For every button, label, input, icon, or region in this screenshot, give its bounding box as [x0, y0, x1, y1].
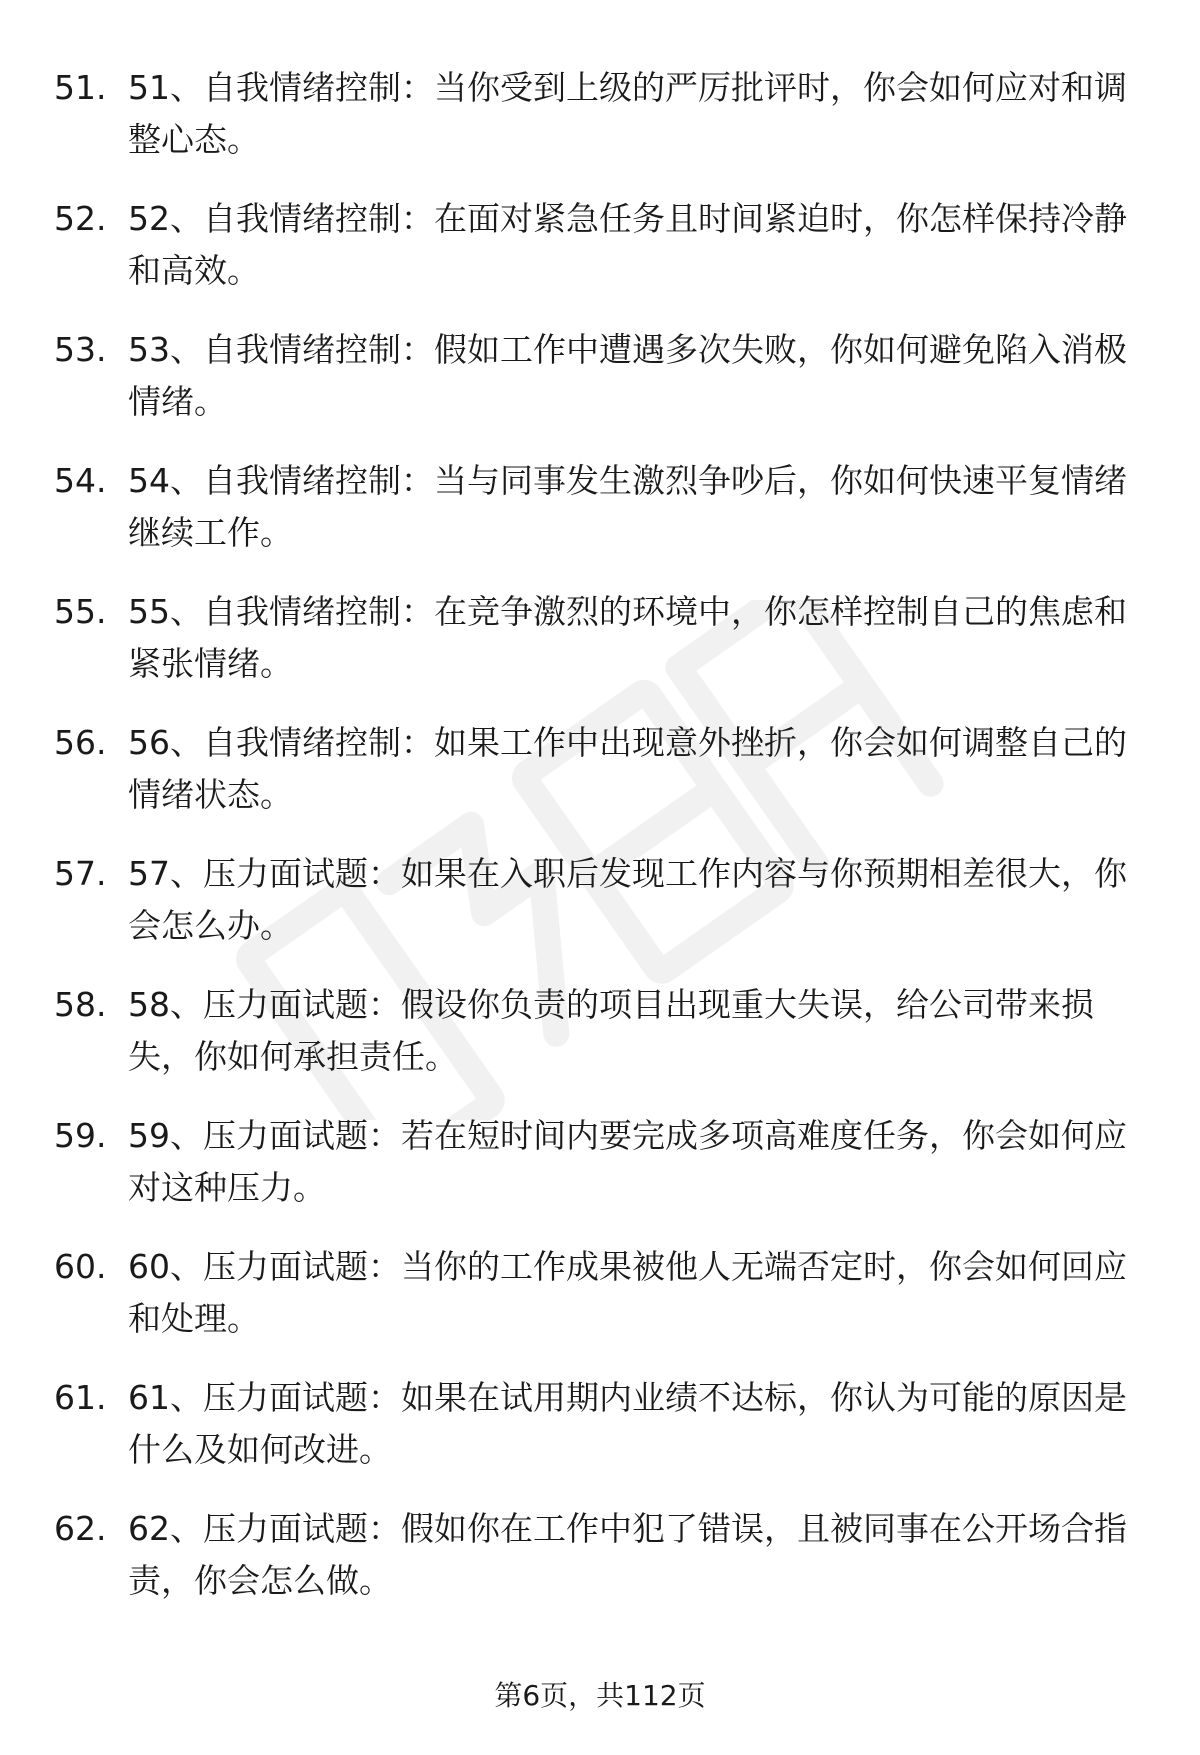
question-number: 60.	[54, 1247, 107, 1286]
question-item	[0, 193, 1200, 324]
question-number: 56.	[54, 723, 107, 762]
question-text: 54、自我情绪控制：当与同事发生激烈争吵后，你如何快速平复情绪继续工作。	[128, 461, 1127, 552]
question-list	[0, 62, 1200, 1634]
question-item	[0, 1503, 1200, 1634]
question-item	[0, 979, 1200, 1110]
question-text: 59、压力面试题：若在短时间内要完成多项高难度任务，你会如何应对这种压力。	[128, 1116, 1127, 1207]
question-item	[0, 455, 1200, 586]
question-text: 52、自我情绪控制：在面对紧急任务且时间紧迫时，你怎样保持冷静和高效。	[128, 199, 1127, 290]
question-number: 53.	[54, 330, 107, 369]
question-number: 61.	[54, 1378, 107, 1417]
question-item	[0, 1241, 1200, 1372]
question-number: 55.	[54, 592, 107, 631]
question-item	[0, 1110, 1200, 1241]
question-text: 62、压力面试题：假如你在工作中犯了错误，且被同事在公开场合指责，你会怎么做。	[128, 1509, 1127, 1600]
question-text: 61、压力面试题：如果在试用期内业绩不达标，你认为可能的原因是什么及如何改进。	[128, 1378, 1127, 1469]
question-number: 58.	[54, 985, 107, 1024]
question-text: 56、自我情绪控制：如果工作中出现意外挫折，你会如何调整自己的情绪状态。	[128, 723, 1127, 814]
question-number: 62.	[54, 1509, 107, 1548]
question-text: 51、自我情绪控制：当你受到上级的严厉批评时，你会如何应对和调整心态。	[128, 68, 1127, 159]
question-text: 60、压力面试题：当你的工作成果被他人无端否定时，你会如何回应和处理。	[128, 1247, 1127, 1338]
question-number: 57.	[54, 854, 107, 893]
question-number: 59.	[54, 1116, 107, 1155]
question-item	[0, 586, 1200, 717]
question-text: 53、自我情绪控制：假如工作中遭遇多次失败，你如何避免陷入消极情绪。	[128, 330, 1127, 421]
question-item	[0, 848, 1200, 979]
question-number: 54.	[54, 461, 107, 500]
question-number: 52.	[54, 199, 107, 238]
question-text: 57、压力面试题：如果在入职后发现工作内容与你预期相差很大，你会怎么办。	[128, 854, 1127, 945]
question-text: 58、压力面试题：假设你负责的项目出现重大失误，给公司带来损失，你如何承担责任。	[128, 985, 1094, 1076]
question-item	[0, 324, 1200, 455]
question-item	[0, 717, 1200, 848]
question-item	[0, 1372, 1200, 1503]
question-text: 55、自我情绪控制：在竞争激烈的环境中，你怎样控制自己的焦虑和紧张情绪。	[128, 592, 1127, 683]
page-number-footer: 第6页，共112页	[494, 1679, 706, 1712]
question-item	[0, 62, 1200, 193]
question-number: 51.	[54, 68, 107, 107]
